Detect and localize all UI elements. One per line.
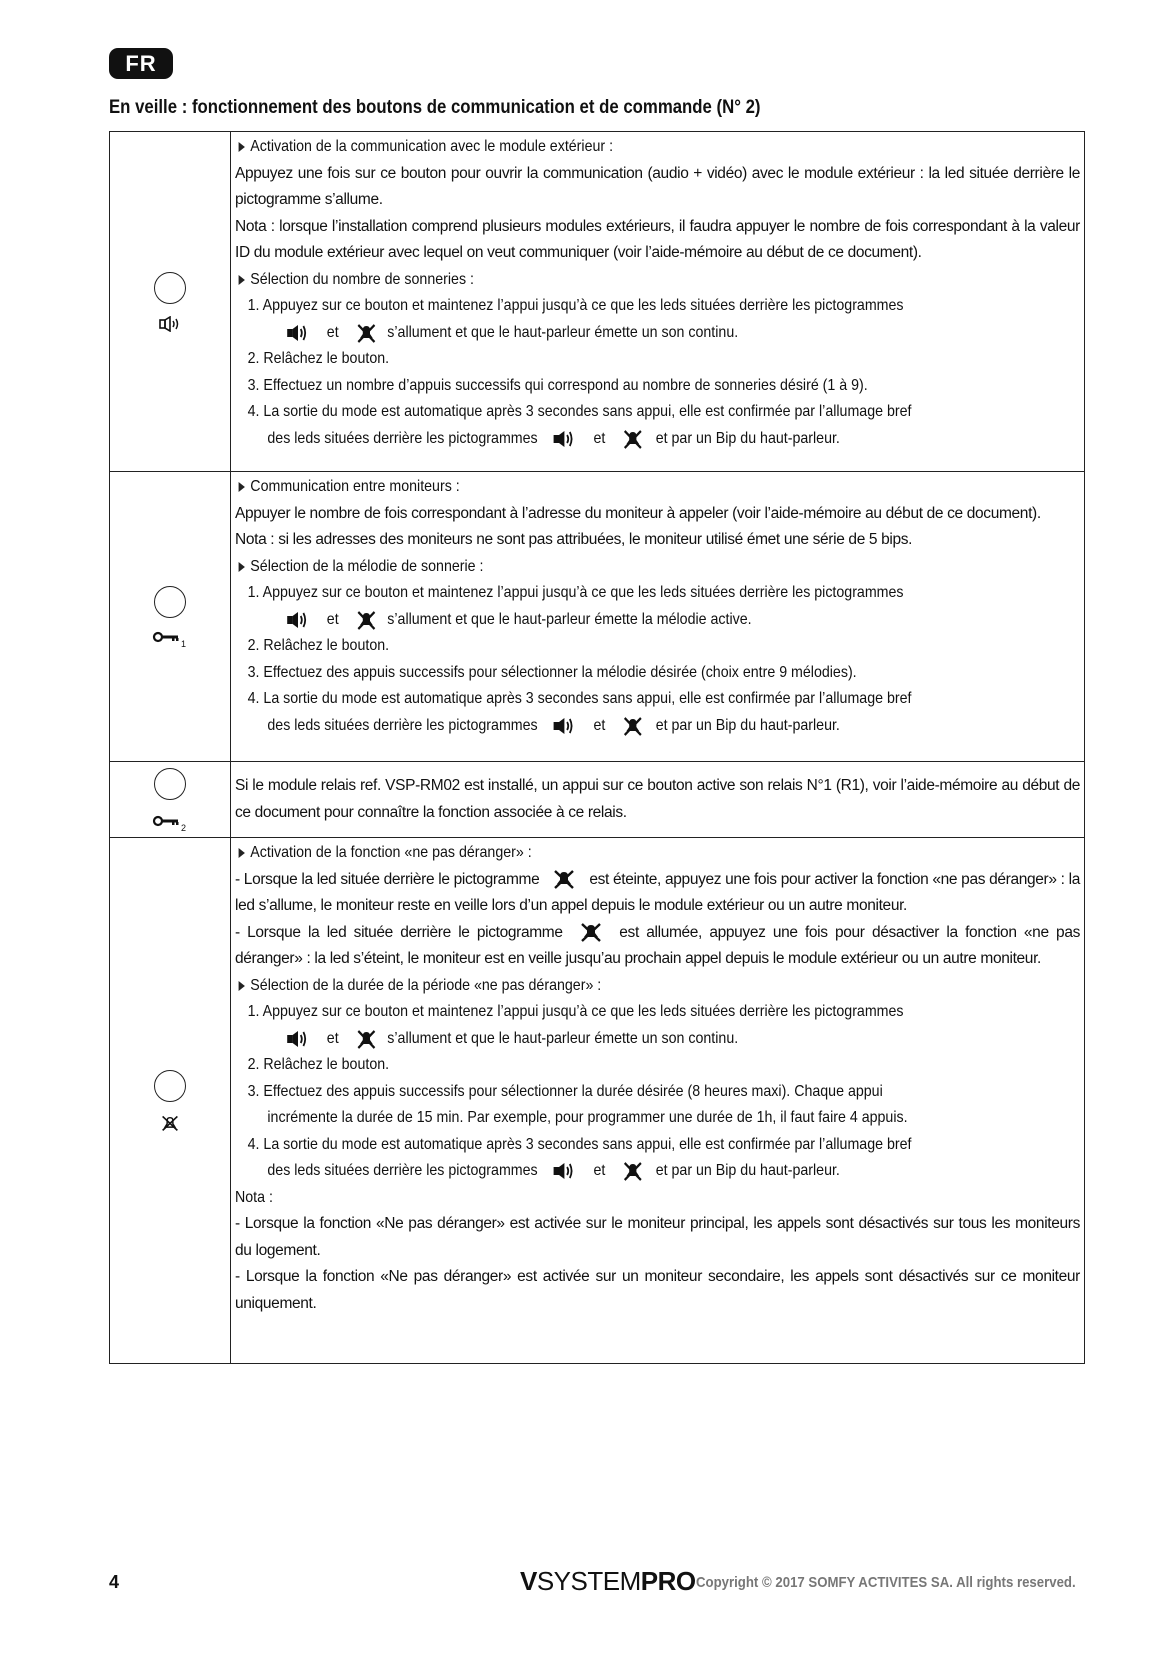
speaker-icon <box>285 1030 308 1048</box>
section-heading <box>235 267 996 294</box>
paragraph-text: - Lorsque la led située derrière le pictogramme <box>235 923 563 941</box>
do-not-disturb-icon <box>580 922 602 942</box>
section-heading <box>235 973 996 1000</box>
section-heading <box>235 840 996 867</box>
heading-text: Sélection de la durée de la période «ne pas déranger» : <box>250 976 602 994</box>
triangle-bullet-icon <box>239 275 245 285</box>
paragraph: Appuyer le nombre de fois correspondant à l’adresse du moniteur à appeler (voir l’aide-mémoire au début de ce document). <box>235 504 1041 522</box>
step-text: s’allument et que le haut-parleur émette un son continu. <box>387 323 739 341</box>
do-not-disturb-icon <box>161 1114 179 1132</box>
page-title: En veille : fonctionnement des boutons de communication et de commande (N° 2) <box>109 96 761 118</box>
step-text: s’allument et que le haut-parleur émette la mélodie active. <box>387 610 752 628</box>
connector-text: et <box>593 429 606 447</box>
triangle-bullet-icon <box>239 562 245 572</box>
language-badge: FR <box>109 48 173 79</box>
description-cell <box>231 762 1085 838</box>
table-row <box>110 838 1085 1364</box>
paragraph-text: - Lorsque la led située derrière le pictogramme <box>235 870 540 888</box>
triangle-bullet-icon <box>239 981 245 991</box>
do-not-disturb-icon <box>553 869 575 889</box>
step-continuation <box>235 1158 996 1185</box>
step-continuation <box>235 426 996 453</box>
button-circle-icon <box>154 768 186 800</box>
table-row <box>110 762 1085 838</box>
step-text: 3. Effectuez des appuis successifs pour sélectionner la mélodie désirée (choix entre 9 mélodies). <box>247 663 857 681</box>
triangle-bullet-icon <box>239 142 245 152</box>
step-text: 1. Appuyez sur ce bouton et maintenez l’appui jusqu’à ce que les leds situées derrière les pictogrammes <box>247 297 904 314</box>
step-text: 4. La sortie du mode est automatique après 3 secondes sans appui, elle est confirmée par l’allumage bref <box>247 1135 912 1153</box>
speaker-icon <box>552 1162 575 1180</box>
note-paragraph: Nota : si les adresses des moniteurs ne sont pas attribuées, le moniteur utilisé émet une série de 5 bips. <box>235 531 913 548</box>
do-not-disturb-icon <box>623 429 643 449</box>
step-text: 4. La sortie du mode est automatique après 3 secondes sans appui, elle est confirmée par l’allumage bref <box>247 403 912 420</box>
step-text: 3. Effectuez des appuis successifs pour sélectionner la durée désirée (8 heures maxi). Chaque appui <box>247 1082 883 1100</box>
step-continuation <box>235 607 996 634</box>
button-circle-icon <box>154 272 186 304</box>
copyright-text: Copyright © 2017 SOMFY ACTIVITES SA. All rights reserved. <box>696 1574 1076 1591</box>
heading-text: Communication entre moniteurs : <box>250 478 460 495</box>
heading-text: Activation de la fonction «ne pas déranger» : <box>250 844 532 861</box>
speaker-icon <box>285 324 308 342</box>
button-cell <box>110 132 231 472</box>
do-not-disturb-icon <box>623 1161 643 1181</box>
section-heading <box>235 554 996 581</box>
button-cell <box>110 472 231 762</box>
step-text: 2. Relâchez le bouton. <box>247 1056 390 1073</box>
step-text: 1. Appuyez sur ce bouton et maintenez l’appui jusqu’à ce que les leds situées derrière les pictogrammes <box>247 584 904 601</box>
step-continuation <box>235 1026 996 1053</box>
do-not-disturb-icon <box>357 610 377 630</box>
step-text: et par un Bip du haut-parleur. <box>655 429 840 447</box>
paragraph: Appuyez une fois sur ce bouton pour ouvrir la communication (audio + vidéo) avec le module extérieur : la led située derrière le pictogramme s’allume. <box>235 164 1080 208</box>
speaker-icon <box>285 611 308 629</box>
button-cell <box>110 762 231 838</box>
brand-system: SYSTEM <box>536 1566 641 1596</box>
connector-text: et <box>326 323 339 341</box>
speaker-icon <box>552 717 575 735</box>
step-text: des leds situées derrière les pictogrammes <box>267 429 538 447</box>
connector-text: et <box>326 1029 339 1047</box>
brand-logo <box>520 1566 696 1597</box>
section-heading <box>235 134 996 161</box>
step-text: et par un Bip du haut-parleur. <box>655 1162 840 1179</box>
brand-pro: PRO <box>640 1566 696 1596</box>
connector-text: et <box>593 1162 606 1179</box>
table-row <box>110 472 1085 762</box>
table-row <box>110 132 1085 472</box>
heading-text: Activation de la communication avec le module extérieur : <box>250 138 614 155</box>
section-heading <box>235 474 996 501</box>
triangle-bullet-icon <box>239 482 245 492</box>
key-1-icon <box>152 630 188 648</box>
speaker-icon <box>552 430 575 448</box>
paragraph: Si le module relais ref. VSP-RM02 est installé, un appui sur ce bouton active son relais N°1 (R1), voir l’aide-mémoire au début de ce document pour connaître la fonction associée à ce relais. <box>235 777 1080 821</box>
do-not-disturb-icon <box>357 323 377 343</box>
connector-text: et <box>326 610 339 628</box>
description-cell <box>231 838 1085 1364</box>
buttons-table <box>109 131 1085 1364</box>
description-cell <box>231 132 1085 472</box>
note-paragraph: - Lorsque la fonction «Ne pas déranger» est activée sur un moniteur secondaire, les appels sont désactivés sur ce moniteur uniquement. <box>235 1268 1080 1312</box>
page-number: 4 <box>109 1572 120 1592</box>
heading-text: Sélection de la mélodie de sonnerie : <box>250 557 484 575</box>
key-2-icon <box>152 814 188 832</box>
step-text: 2. Relâchez le bouton. <box>247 350 390 367</box>
nota-label: Nota : <box>235 1188 273 1206</box>
step-text: s’allument et que le haut-parleur émette un son continu. <box>387 1029 739 1047</box>
step-continuation <box>235 320 996 347</box>
step-continuation <box>235 713 996 740</box>
step-text: 3. Effectuez un nombre d’appuis successifs qui correspond au nombre de sonneries désiré (1 à 9). <box>247 376 868 394</box>
step-text: des leds situées derrière les pictogrammes <box>267 1162 538 1179</box>
speaker-call-icon <box>157 316 183 332</box>
step-text: 1. Appuyez sur ce bouton et maintenez l’appui jusqu’à ce que les leds situées derrière les pictogrammes <box>247 1003 904 1020</box>
paragraph <box>235 920 1080 973</box>
do-not-disturb-icon <box>623 716 643 736</box>
step-text: 4. La sortie du mode est automatique après 3 secondes sans appui, elle est confirmée par l’allumage bref <box>247 690 912 707</box>
step-text: incrémente la durée de 15 min. Par exemple, pour programmer une durée de 1h, il faut faire 4 appuis. <box>267 1109 908 1126</box>
paragraph-text: est éteinte, appuyez une fois pour activer la fonction «ne pas déranger» : la led s’allume, le moniteur reste en veille lors d’un appel depuis le module extérieur ou un autre moniteur. <box>235 870 1080 914</box>
description-cell <box>231 472 1085 762</box>
step-text: 2. Relâchez le bouton. <box>247 637 390 654</box>
step-text: des leds situées derrière les pictogrammes <box>267 716 538 734</box>
triangle-bullet-icon <box>239 848 245 858</box>
note-paragraph: - Lorsque la fonction «Ne pas déranger» est activée sur le moniteur principal, les appels sont désactivés sur tous les moniteurs du logement. <box>235 1215 1080 1259</box>
do-not-disturb-icon <box>357 1029 377 1049</box>
heading-text: Sélection du nombre de sonneries : <box>250 270 474 288</box>
connector-text: et <box>593 716 606 734</box>
button-circle-icon <box>154 1070 186 1102</box>
button-circle-icon <box>154 586 186 618</box>
button-cell <box>110 838 231 1364</box>
svg-text:2: 2 <box>181 822 187 832</box>
note-paragraph: Nota : lorsque l’installation comprend plusieurs modules extérieurs, il faudra appuyer le nombre de fois correspondant à la valeur ID du module extérieur avec lequel on veut communiquer (voir l’aide-mémoire au début de ce document). <box>235 217 1080 261</box>
svg-text:1: 1 <box>181 638 187 648</box>
step-text: et par un Bip du haut-parleur. <box>655 716 840 734</box>
paragraph <box>235 867 1080 920</box>
paragraph-text: est allumée, appuyez une fois pour désactiver la fonction «ne pas déranger» : la led s’éteint, le moniteur est en veille jusqu’au prochain appel depuis le module extérieur ou un autre moniteur. <box>235 923 1080 967</box>
brand-v: V <box>520 1566 537 1596</box>
